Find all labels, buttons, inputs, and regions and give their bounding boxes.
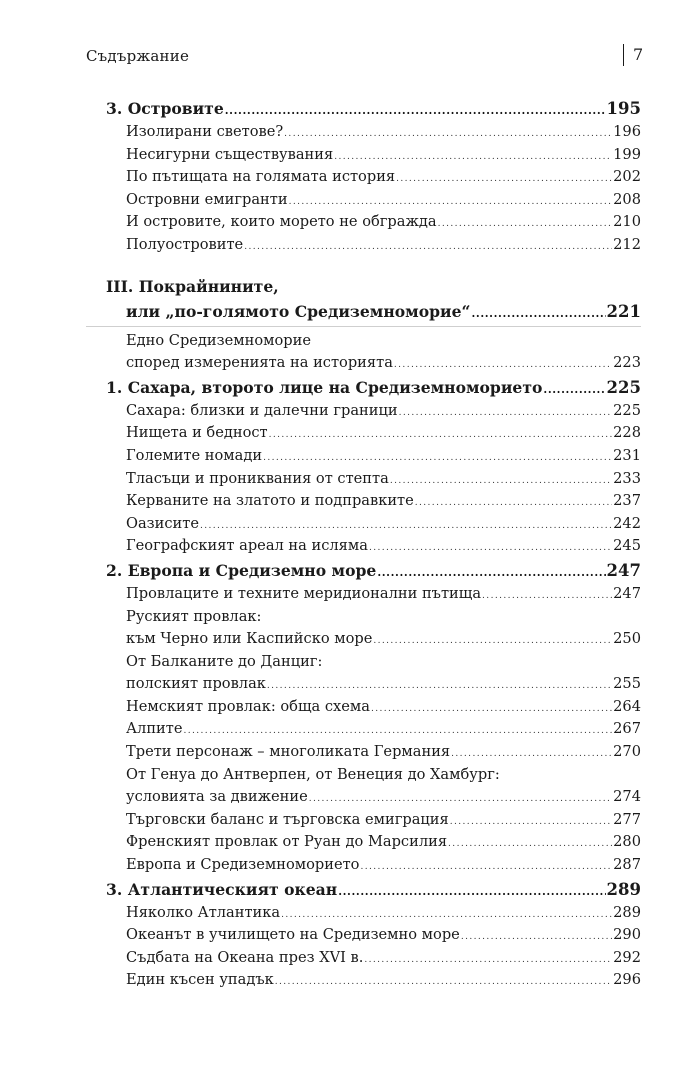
toc-page-number: 247 — [613, 584, 641, 602]
toc-chapter-entry[interactable] — [86, 375, 641, 400]
toc-page-number: 225 — [613, 401, 641, 419]
dot-leader — [244, 236, 612, 259]
toc-entry[interactable] — [86, 513, 641, 536]
toc-entry[interactable] — [86, 854, 641, 877]
toc-entry-line[interactable] — [86, 651, 641, 674]
toc-entry[interactable] — [86, 696, 641, 719]
toc-chapter-entry[interactable] — [86, 558, 641, 583]
toc-entry-label: Търговски баланс и търговска емиграция — [126, 810, 449, 828]
dot-leader — [289, 191, 613, 214]
toc-page-number: 212 — [613, 235, 641, 253]
toc-entry-label: според измеренията на историята — [126, 354, 393, 372]
toc-entry-label: Едно Средиземноморие — [126, 331, 311, 349]
toc-page-number: 277 — [613, 810, 641, 828]
toc-page-number: 223 — [613, 354, 641, 372]
dot-leader — [373, 630, 612, 653]
dot-leader — [399, 402, 613, 425]
toc-page-number: 270 — [613, 743, 641, 761]
toc-entry-label: Алпите — [126, 720, 183, 738]
toc-page-number: 196 — [613, 123, 641, 140]
toc-entry[interactable] — [86, 211, 641, 234]
header-separator — [623, 44, 624, 66]
toc-page-number: 290 — [613, 926, 641, 944]
toc-entry[interactable] — [86, 400, 641, 423]
toc-entry-label: Географският ареал на исляма — [126, 537, 368, 555]
toc-page-number: 289 — [606, 879, 641, 899]
toc-entry-line[interactable] — [86, 330, 641, 353]
toc-entry[interactable] — [86, 809, 641, 832]
toc-page-number: 287 — [613, 856, 641, 874]
toc-entry-label: Несигурни съществувания — [126, 145, 334, 163]
toc-entry[interactable] — [86, 490, 641, 513]
toc-entry-label: Океанът в училището на Средиземно море — [126, 926, 460, 944]
toc-page-number: 247 — [606, 560, 641, 580]
toc-page-number: 210 — [613, 213, 641, 231]
dot-leader — [390, 470, 612, 493]
divider — [86, 326, 641, 327]
dot-leader — [267, 675, 612, 698]
toc-entry-label: Един късен упадък — [126, 971, 274, 989]
toc-entry-label: Европа и Средиземноморието — [126, 856, 360, 874]
dot-leader — [281, 904, 612, 927]
toc-entry-label: 3. Островите — [106, 99, 224, 118]
toc-entry-label: Керваните на златото и подправките — [126, 492, 414, 510]
toc-entry-label: условията за движение — [126, 788, 308, 806]
toc-entry[interactable] — [86, 786, 641, 809]
toc-entry[interactable] — [86, 673, 641, 696]
toc-page-number: 245 — [613, 537, 641, 555]
toc-page-number: 274 — [613, 788, 641, 806]
dot-leader — [448, 833, 612, 856]
dot-leader — [438, 213, 613, 236]
dot-leader — [263, 447, 612, 470]
toc-entry[interactable] — [86, 234, 641, 257]
page-number: 7 — [633, 45, 644, 64]
toc-entry[interactable] — [86, 189, 641, 212]
toc-entry-label: Сахара: близки и далечни граници — [126, 401, 398, 419]
toc-entry[interactable] — [86, 166, 641, 189]
dot-leader — [269, 424, 613, 447]
dot-leader — [309, 788, 612, 811]
toc-entry-label: Провлаците и техните меридионални пътища — [126, 584, 482, 602]
dot-leader — [377, 560, 605, 585]
running-head-title: Съдържание — [86, 47, 190, 65]
dot-leader — [360, 856, 612, 879]
toc-entry-line[interactable] — [86, 606, 641, 629]
toc-entry[interactable] — [86, 468, 641, 491]
toc-part-heading[interactable] — [86, 275, 641, 299]
toc-entry[interactable] — [86, 969, 641, 992]
toc-entry-label: Нищета и бедност — [126, 424, 268, 442]
toc-entry[interactable] — [86, 535, 641, 558]
toc-entry-label: Тласъци и прониквания от степта — [126, 469, 389, 487]
toc-part-heading-continued[interactable] — [86, 299, 641, 324]
toc-entry[interactable] — [86, 718, 641, 741]
toc-entry-label: или „по-голямото Средиземноморие“ — [126, 301, 471, 321]
toc-page-number: 267 — [613, 720, 641, 738]
dot-leader — [482, 585, 612, 608]
toc-entry-label: 3. Атлантическият океан — [106, 879, 338, 899]
dot-leader — [369, 537, 612, 560]
toc-entry-label: Полуостровите — [126, 235, 244, 253]
toc-entry-label: полският провлак — [126, 675, 266, 693]
toc-page-number: 221 — [606, 301, 641, 321]
dot-leader — [371, 698, 612, 721]
dot-leader — [543, 377, 605, 402]
dot-leader — [225, 98, 606, 123]
toc-entry-label: III. Покрайнините, — [106, 276, 279, 296]
toc-page-number: 292 — [613, 948, 641, 966]
toc-entry-label: От Генуа до Антверпен, от Венеция до Хамбург: — [126, 765, 500, 783]
toc-entry-label: И островите, които морето не обгражда — [126, 213, 437, 231]
dot-leader — [451, 743, 612, 766]
toc-entry-label: По пътищата на голямата история — [126, 168, 396, 186]
section-gap — [86, 257, 641, 275]
dot-leader — [450, 811, 612, 834]
toc-entry[interactable] — [86, 583, 641, 606]
toc-page-number: 237 — [613, 492, 641, 510]
toc-page-number: 264 — [613, 697, 641, 715]
toc-entry-label: Немският провлак: обща схема — [126, 697, 370, 715]
toc-entry[interactable] — [86, 741, 641, 764]
toc-entry-label: Изолирани светове? — [126, 123, 284, 140]
toc-page-number: 250 — [613, 630, 641, 648]
table-of-contents — [86, 96, 641, 992]
toc-entry[interactable] — [86, 902, 641, 925]
toc-entry[interactable] — [86, 924, 641, 947]
toc-page-number: 296 — [613, 971, 641, 989]
toc-entry-label: Големите номади — [126, 446, 263, 464]
dot-leader — [200, 515, 612, 538]
dot-leader — [471, 301, 605, 326]
toc-page-number: 231 — [613, 446, 641, 464]
toc-entry[interactable] — [86, 445, 641, 468]
toc-page-number: 255 — [613, 675, 641, 693]
toc-entry-label: Руският провлак: — [126, 607, 262, 625]
dot-leader — [461, 926, 612, 949]
toc-entry[interactable] — [86, 144, 641, 167]
toc-page-number: 199 — [613, 145, 641, 163]
toc-entry[interactable] — [86, 831, 641, 854]
dot-leader — [275, 971, 612, 994]
toc-entry-line[interactable] — [86, 764, 641, 787]
toc-entry[interactable] — [86, 628, 641, 651]
toc-chapter-entry[interactable] — [86, 877, 641, 902]
dot-leader — [184, 720, 613, 743]
toc-page-number: 242 — [613, 514, 641, 532]
toc-entry-label: Оазисите — [126, 514, 199, 532]
dot-leader — [284, 123, 612, 146]
toc-entry[interactable] — [86, 121, 641, 144]
toc-entry-label: към Черно или Каспийско море — [126, 630, 373, 648]
toc-entry-label: 1. Сахара, второто лице на Средиземноморието — [106, 377, 543, 397]
toc-entry[interactable] — [86, 947, 641, 970]
toc-entry[interactable] — [86, 352, 641, 375]
toc-page-number: 208 — [613, 190, 641, 208]
toc-page-number: 280 — [613, 833, 641, 851]
toc-entry-label: Съдбата на Океана през XVI в. — [126, 948, 364, 966]
toc-entry-label: Трети персонаж – многоликата Германия — [126, 743, 451, 761]
toc-entry[interactable] — [86, 422, 641, 445]
toc-page-number: 202 — [613, 168, 641, 186]
dot-leader — [415, 492, 612, 515]
dot-leader — [338, 879, 605, 904]
toc-page-number: 289 — [613, 903, 641, 921]
toc-entry-label: 2. Европа и Средиземно море — [106, 560, 377, 580]
page-header — [86, 44, 642, 68]
dot-leader — [364, 949, 612, 972]
toc-page-number: 228 — [613, 424, 641, 442]
dot-leader — [334, 146, 612, 169]
dot-leader — [394, 354, 612, 377]
toc-entry-label: Островни емигранти — [126, 190, 288, 208]
toc-entry-label: Френският провлак от Руан до Марсилия — [126, 833, 448, 851]
toc-page-number: 195 — [606, 99, 641, 118]
dot-leader — [396, 168, 612, 191]
toc-page-number: 225 — [606, 377, 641, 397]
toc-page-number: 233 — [613, 469, 641, 487]
toc-entry-label: Няколко Атлантика — [126, 903, 281, 921]
toc-chapter-entry[interactable] — [86, 96, 641, 121]
toc-entry-label: От Балканите до Данциг: — [126, 652, 323, 670]
